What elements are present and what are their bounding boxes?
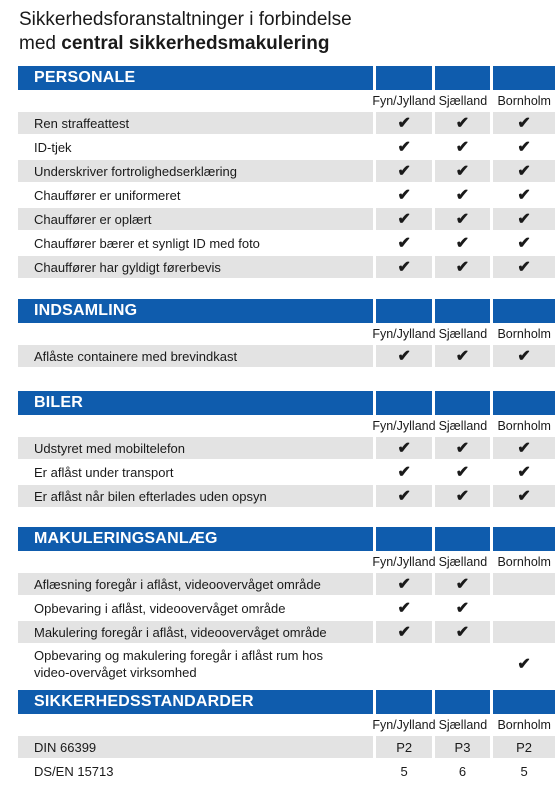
- header-cell: [435, 527, 490, 551]
- table-row: [0, 760, 555, 782]
- check-icon: ✔: [493, 160, 555, 182]
- row-label-line-2: video-overvåget virksomhed: [34, 665, 197, 680]
- section-header: [0, 299, 555, 323]
- empty-cell: [435, 645, 490, 683]
- header-cell: [376, 527, 431, 551]
- check-icon: ✔: [517, 235, 531, 252]
- check-icon: ✔: [376, 345, 431, 367]
- check-icon: ✔: [435, 208, 490, 230]
- row-label: Er aflåst når bilen efterlades uden opsyn: [18, 485, 373, 507]
- check-icon: ✔: [397, 464, 411, 481]
- col-fyn: Fyn/Jylland: [372, 555, 436, 569]
- check-icon: ✔: [397, 600, 411, 617]
- section-heading: INDSAMLING: [18, 299, 373, 323]
- col-sjaelland: Sjælland: [438, 327, 488, 341]
- check-icon: ✔: [517, 139, 531, 156]
- table-row: [0, 736, 555, 758]
- header-cell: [493, 391, 555, 415]
- header-cell: [376, 299, 431, 323]
- check-icon: ✔: [517, 187, 531, 204]
- row-label: Ren straffeattest: [18, 112, 373, 134]
- table-row: [0, 461, 555, 483]
- check-icon: ✔: [376, 112, 431, 134]
- check-icon: ✔: [397, 187, 411, 204]
- header-cell: [493, 690, 555, 714]
- check-icon: ✔: [435, 256, 490, 278]
- table-row: [0, 437, 555, 459]
- header-cell: [493, 66, 555, 90]
- check-icon: ✔: [435, 345, 490, 367]
- value-cell: P3: [435, 736, 490, 758]
- col-fyn: Fyn/Jylland: [372, 327, 436, 341]
- title-prefix: med: [19, 33, 62, 54]
- table-row: [0, 256, 555, 278]
- row-label: Opbevaring i aflåst, videoovervåget område: [34, 600, 286, 616]
- check-icon: ✔: [493, 485, 555, 507]
- check-icon: ✔: [517, 464, 531, 481]
- row-label: Underskriver fortrolighedserklæring: [18, 160, 373, 182]
- header-cell: [435, 391, 490, 415]
- title-line-1: Sikkerhedsforanstaltninger i forbindelse: [19, 9, 352, 30]
- check-icon: ✔: [397, 139, 411, 156]
- title-bold: central sikkerhedsmakulering: [61, 33, 330, 54]
- row-label: Chauffører har gyldigt førerbevis: [18, 256, 373, 278]
- empty-cell: [493, 573, 555, 595]
- col-bornholm: Bornholm: [497, 94, 551, 108]
- table-row: [0, 597, 555, 619]
- header-cell: [493, 299, 555, 323]
- col-fyn: Fyn/Jylland: [372, 94, 436, 108]
- check-icon: ✔: [455, 187, 470, 204]
- header-cell: [435, 66, 490, 90]
- check-icon: ✔: [435, 437, 490, 459]
- row-label: ID-tjek: [34, 139, 72, 155]
- value-cell: 5: [400, 763, 408, 779]
- check-icon: ✔: [493, 345, 555, 367]
- row-label: Chauffører er oplært: [18, 208, 373, 230]
- col-bornholm: Bornholm: [497, 555, 551, 569]
- check-icon: ✔: [435, 621, 490, 643]
- table-row: [0, 112, 555, 134]
- section-header: [0, 527, 555, 551]
- check-icon: ✔: [493, 256, 555, 278]
- header-cell: [376, 391, 431, 415]
- table-row: [0, 160, 555, 182]
- col-sjaelland: Sjælland: [438, 718, 488, 732]
- col-fyn: Fyn/Jylland: [372, 419, 436, 433]
- row-label: DS/EN 15713: [34, 763, 114, 779]
- table-row: [0, 573, 555, 595]
- value-cell: P2: [493, 736, 555, 758]
- check-icon: ✔: [455, 600, 470, 617]
- col-bornholm: Bornholm: [497, 718, 551, 732]
- table-row: [0, 232, 555, 254]
- col-sjaelland: Sjælland: [438, 94, 488, 108]
- section-biler: [0, 391, 555, 509]
- section-makulering: [0, 527, 555, 685]
- check-icon: ✔: [455, 139, 470, 156]
- check-icon: ✔: [435, 573, 490, 595]
- row-label: Er aflåst under transport: [34, 464, 174, 480]
- section-personale: [0, 66, 555, 280]
- section-indsamling: [0, 299, 555, 369]
- check-icon: ✔: [493, 437, 555, 459]
- value-cell: 5: [520, 763, 528, 779]
- check-icon: ✔: [376, 208, 431, 230]
- page-title: [19, 8, 352, 56]
- empty-cell: [493, 597, 555, 619]
- check-icon: ✔: [455, 464, 470, 481]
- table-row: [0, 645, 555, 683]
- section-standarder: [0, 690, 555, 784]
- column-headers: [0, 714, 555, 736]
- check-icon: ✔: [376, 621, 431, 643]
- check-icon: ✔: [376, 256, 431, 278]
- check-icon: ✔: [376, 485, 431, 507]
- row-label: DIN 66399: [18, 736, 373, 758]
- check-icon: ✔: [455, 235, 470, 252]
- check-icon: ✔: [493, 208, 555, 230]
- column-headers: [0, 551, 555, 573]
- table-row: [0, 208, 555, 230]
- row-label: [18, 645, 373, 683]
- column-headers: [0, 415, 555, 437]
- table-row: [0, 345, 555, 367]
- section-header: [0, 690, 555, 714]
- header-cell: [493, 527, 555, 551]
- section-header: [0, 391, 555, 415]
- table-row: [0, 621, 555, 643]
- col-sjaelland: Sjælland: [438, 419, 488, 433]
- check-icon: ✔: [376, 160, 431, 182]
- row-label: Aflåste containere med brevindkast: [18, 345, 373, 367]
- empty-cell: [376, 645, 431, 683]
- section-heading: PERSONALE: [18, 66, 373, 90]
- empty-cell: [493, 621, 555, 643]
- section-heading: BILER: [18, 391, 373, 415]
- check-icon: ✔: [397, 235, 411, 252]
- title-line-2: [19, 32, 352, 56]
- table-row: [0, 485, 555, 507]
- header-cell: [435, 299, 490, 323]
- column-headers: [0, 323, 555, 345]
- table-row: [0, 136, 555, 158]
- table-row: [0, 184, 555, 206]
- value-cell: 6: [458, 763, 467, 779]
- row-label-line-1: Opbevaring og makulering foregår i aflåst rum hos: [34, 648, 324, 663]
- check-icon: ✔: [435, 112, 490, 134]
- col-bornholm: Bornholm: [497, 419, 551, 433]
- check-icon: ✔: [493, 112, 555, 134]
- check-icon: ✔: [435, 160, 490, 182]
- check-icon: ✔: [376, 437, 431, 459]
- row-label: Chauffører er uniformeret: [34, 187, 181, 203]
- row-label: Udstyret med mobiltelefon: [18, 437, 373, 459]
- check-icon: ✔: [376, 573, 431, 595]
- check-icon: ✔: [517, 656, 531, 673]
- header-cell: [376, 690, 431, 714]
- row-label: Aflæsning foregår i aflåst, videoovervåget område: [18, 573, 373, 595]
- header-cell: [376, 66, 431, 90]
- header-cell: [435, 690, 490, 714]
- col-bornholm: Bornholm: [497, 327, 551, 341]
- row-label: Chauffører bærer et synligt ID med foto: [34, 235, 260, 251]
- check-icon: ✔: [435, 485, 490, 507]
- section-heading: SIKKERHEDSSTANDARDER: [18, 690, 373, 714]
- col-sjaelland: Sjælland: [438, 555, 488, 569]
- value-cell: P2: [376, 736, 431, 758]
- section-header: [0, 66, 555, 90]
- col-fyn: Fyn/Jylland: [372, 718, 436, 732]
- column-headers: [0, 90, 555, 112]
- row-label: Makulering foregår i aflåst, videoovervåget område: [18, 621, 373, 643]
- section-heading: MAKULERINGSANLÆG: [18, 527, 373, 551]
